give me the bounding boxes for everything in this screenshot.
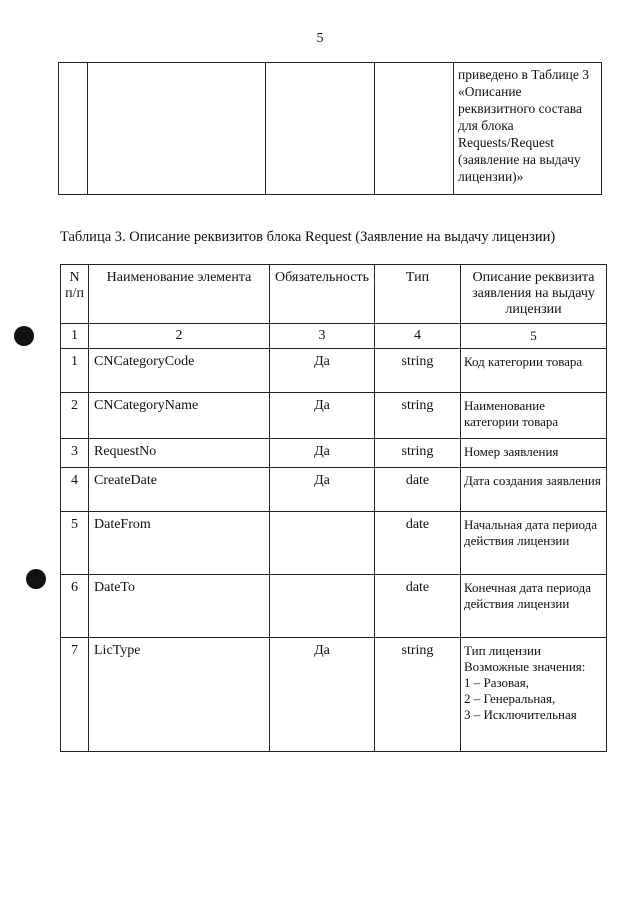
- header-num: N п/п: [61, 265, 89, 324]
- header-required: Обязательность: [270, 265, 375, 324]
- requisites-table: [60, 264, 607, 752]
- header-type: Тип: [375, 265, 461, 324]
- row-num: 1: [61, 349, 89, 393]
- row-num: 6: [61, 575, 89, 638]
- element-required: Да: [270, 638, 375, 752]
- element-description: Наименование категории товара: [461, 393, 607, 439]
- table-row: [61, 638, 607, 752]
- row-num: 2: [61, 393, 89, 439]
- continuation-table: [58, 62, 602, 195]
- punch-hole-bottom: [26, 569, 46, 589]
- table-row: [61, 349, 607, 393]
- row-num: 7: [61, 638, 89, 752]
- element-description: Код категории товара: [461, 349, 607, 393]
- element-description: Номер заявления: [461, 439, 607, 468]
- table-row: [59, 63, 602, 195]
- table-row: [61, 468, 607, 512]
- continuation-cell: [375, 63, 454, 195]
- element-required: Да: [270, 439, 375, 468]
- element-required: Да: [270, 393, 375, 439]
- element-type: string: [375, 439, 461, 468]
- punch-hole-top: [14, 326, 34, 346]
- continuation-cell: [59, 63, 88, 195]
- element-type: string: [375, 349, 461, 393]
- element-name: CNCategoryCode: [89, 349, 270, 393]
- page-number: 5: [316, 31, 324, 46]
- column-index: 5: [461, 324, 607, 349]
- element-required: Да: [270, 349, 375, 393]
- column-index-row: [61, 324, 607, 349]
- continuation-cell: [88, 63, 266, 195]
- element-required: [270, 575, 375, 638]
- continuation-cell: [266, 63, 375, 195]
- table-row: [61, 439, 607, 468]
- row-num: 4: [61, 468, 89, 512]
- table-caption: Таблица 3. Описание реквизитов блока Request (Заявление на выдачу лицензии): [60, 229, 556, 245]
- element-type: string: [375, 393, 461, 439]
- element-name: DateTo: [89, 575, 270, 638]
- element-name: CNCategoryName: [89, 393, 270, 439]
- element-description: Конечная дата периода действия лицензии: [461, 575, 607, 638]
- row-num: 3: [61, 439, 89, 468]
- header-name: Наименование элемента: [89, 265, 270, 324]
- element-type: date: [375, 468, 461, 512]
- element-type: date: [375, 512, 461, 575]
- table-header-row: [61, 265, 607, 324]
- column-index: 2: [89, 324, 270, 349]
- element-name: DateFrom: [89, 512, 270, 575]
- table-row: [61, 393, 607, 439]
- element-description: Дата создания заявления: [461, 468, 607, 512]
- element-description: Тип лицензии Возможные значения: 1 – Разовая, 2 – Генеральная, 3 – Исключительная: [461, 638, 607, 752]
- element-description: Начальная дата периода действия лицензии: [461, 512, 607, 575]
- table-row: [61, 575, 607, 638]
- column-index: 3: [270, 324, 375, 349]
- element-name: LicType: [89, 638, 270, 752]
- element-type: string: [375, 638, 461, 752]
- element-required: [270, 512, 375, 575]
- element-required: Да: [270, 468, 375, 512]
- table-row: [61, 512, 607, 575]
- element-name: CreateDate: [89, 468, 270, 512]
- column-index: 4: [375, 324, 461, 349]
- continuation-description: приведено в Таблице 3 «Описание реквизитного состава для блока Requests/Request (заявление на выдачу лицензии)»: [454, 63, 602, 195]
- header-description: Описание реквизита заявления на выдачу лицензии: [461, 265, 607, 324]
- element-name: RequestNo: [89, 439, 270, 468]
- column-index: 1: [61, 324, 89, 349]
- row-num: 5: [61, 512, 89, 575]
- element-type: date: [375, 575, 461, 638]
